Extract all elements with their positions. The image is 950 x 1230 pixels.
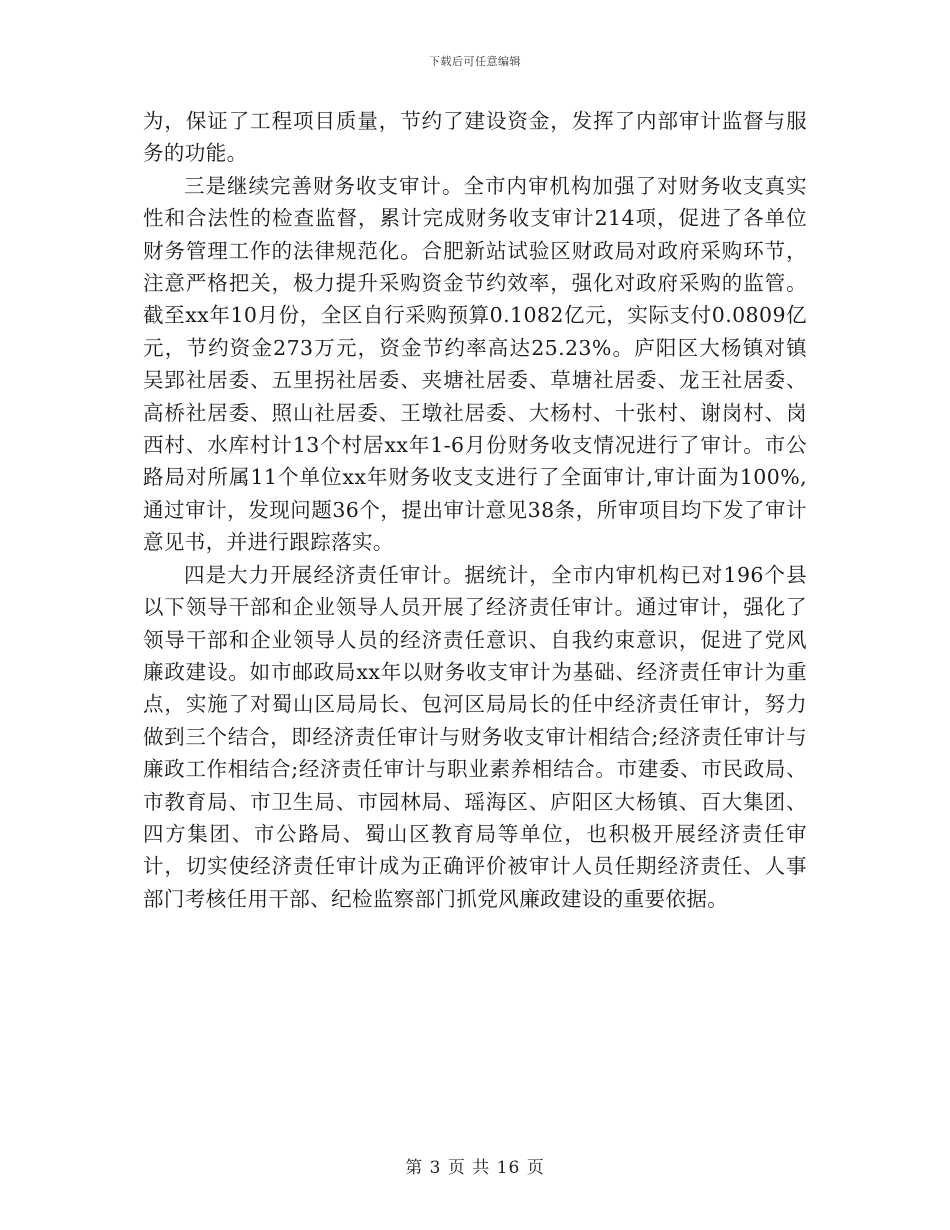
page-number-footer: 第 3 页 共 16 页 [405,1158,545,1178]
paragraph-economic-responsibility-audit: 四是大力开展经济责任审计。据统计，全市内审机构已对196个县以下领导干部和企业领导人员开展了经济责任审计。通过审计，强化了领导干部和企业领导人员的经济责任意识、自我约束意识，促进了党风廉政建设。如市邮政局xx年以财务收支审计为基础、经济责任审计为重点，实施了对蜀山区局局长、包河区局局长的任中经济责任审计，努力做到三个结合，即经济责任审计与财务收支审计相结合;经济责任审计与廉政工作相结合;经济责任审计与职业素养相结合。市建委、市民政局、市教育局、市卫生局、市园林局、瑶海区、庐阳区大杨镇、百大集团、四方集团、市公路局、蜀山区教育局等单位，也积极开展经济责任审计，切实使经济责任审计成为正确评价被审计人员任期经济责任、人事部门考核任用干部、纪检监察部门抓党风廉政建设的重要依据。 [143,562,807,911]
paragraph-continuation: 为，保证了工程项目质量，节约了建设资金，发挥了内部审计监督与服务的功能。 [143,109,807,166]
page-header-note: 下载后可任意编辑 [429,55,521,68]
paragraph-financial-audit: 三是继续完善财务收支审计。全市内审机构加强了对财务收支真实性和合法性的检查监督，累计完成财务收支审计214项，促进了各单位财务管理工作的法律规范化。合肥新站试验区财政局对政府采购环节，注意严格把关，极力提升采购资金节约效率，强化对政府采购的监管。截至xx年10月份，全区自行采购预算0.1082亿元，实际支付0.0809亿元，节约资金273万元，资金节约率高达25.23%。庐阳区大杨镇对镇吴郢社居委、五里拐社居委、夹塘社居委、草塘社居委、龙王社居委、高桥社居委、照山社居委、王墩社居委、大杨村、十张村、谢岗村、岗西村、水库村计13个村居xx年1-6月份财务收支情况进行了审计。市公路局对所属11个单位xx年财务收支支进行了全面审计,审计面为100%,通过审计，发现问题36个，提出审计意见38条，所审项目均下发了审计意见书，并进行跟踪落实。 [143,173,807,555]
document-body [143,105,807,915]
